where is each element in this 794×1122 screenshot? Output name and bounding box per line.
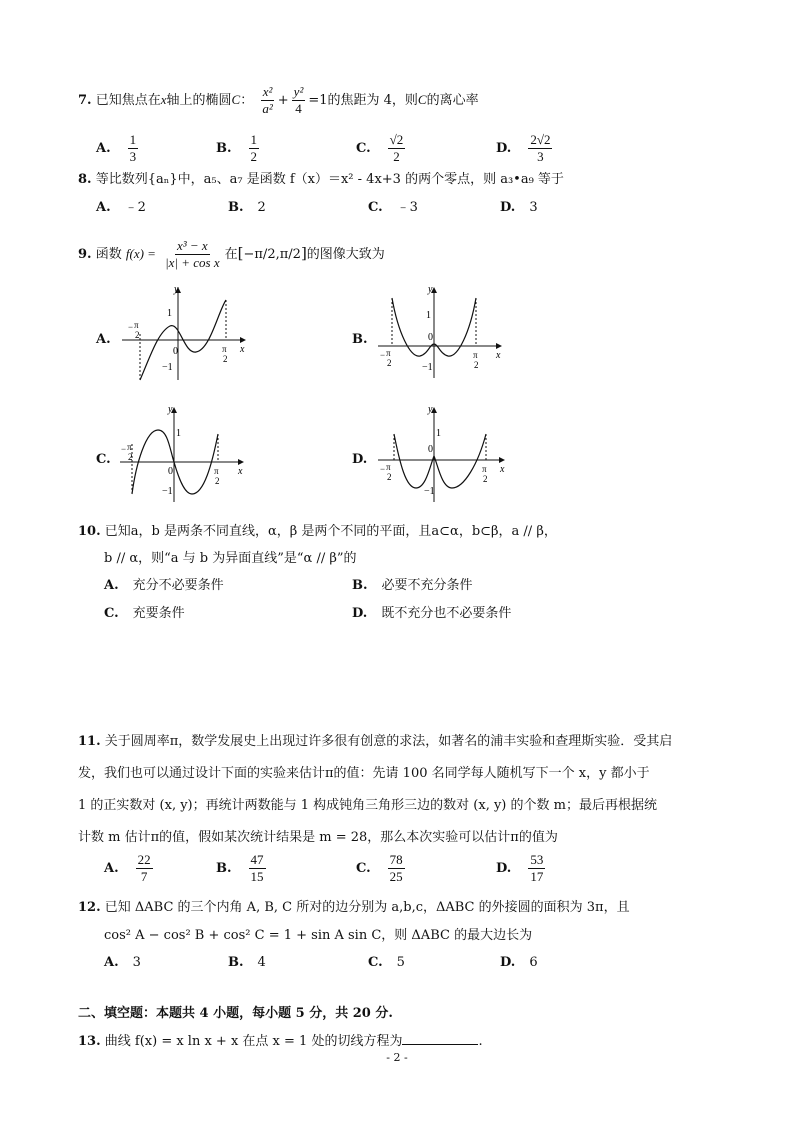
svg-text:x: x: [240, 344, 245, 355]
question-11-line2: 发，我们也可以通过设计下面的实验来估计π的值：先请 100 名同学每人随机写下一个 x，y 都小于: [78, 766, 650, 781]
option-d[interactable]: D. 既不充分也不必要条件: [352, 606, 512, 621]
option-d[interactable]: D. $\frac{2√2}{3}$: [496, 132, 551, 164]
svg-text:x: x: [238, 466, 243, 477]
option-d[interactable]: D. 6: [500, 955, 538, 970]
svg-text:−: −: [380, 464, 386, 474]
svg-text:π: π: [473, 350, 478, 360]
option-b[interactable]: B. 必要不充分条件: [352, 578, 473, 593]
question-12-line2: cos² A − cos² B + cos² C = 1 + sin A sin C，则 ΔABC 的最大边长为: [104, 928, 533, 943]
question-number: 13.: [78, 1034, 101, 1049]
question-text: 已知焦点在: [95, 93, 161, 108]
svg-text:π: π: [127, 442, 132, 452]
svg-text:π: π: [386, 462, 391, 472]
svg-text:−1: −1: [162, 362, 173, 373]
svg-text:−: −: [380, 350, 386, 360]
option-c[interactable]: C. ﹣3: [368, 200, 418, 215]
question-9: 9. 函数 f(x) = $\frac{\text{x³ − x}}{\text{|x| + cos x}}$ 在[−π/2,π/2]的图像大致为: [78, 238, 385, 270]
question-number: 11.: [78, 734, 101, 749]
option-a[interactable]: A. $\frac{22}{7}$: [104, 852, 151, 884]
question-7: 7. 已知焦点在x轴上的椭圆C： $\frac{\text{x²}}{\text{a²}}$ + $\frac{\text{y²}}{4}$ =1的焦距为 4，则C的离心率: [78, 84, 479, 116]
page-number: - 2 -: [386, 1051, 408, 1064]
svg-text:2: 2: [387, 358, 392, 368]
graph-label-d[interactable]: D.: [352, 452, 368, 467]
svg-text:π: π: [134, 320, 139, 330]
svg-text:x: x: [496, 350, 501, 361]
svg-text:y: y: [428, 284, 433, 295]
question-number: 7.: [78, 93, 92, 108]
svg-text:2: 2: [223, 354, 228, 364]
question-text: 等比数列{aₙ}中，a₅、a₇ 是函数 f（x）＝x² - 4x+3 的两个零点，则 a₃•a₉ 等于: [95, 172, 564, 187]
option-b[interactable]: B. $\frac{1}{2}$: [216, 132, 258, 164]
option-c[interactable]: C. 充要条件: [104, 606, 185, 621]
option-a[interactable]: A. $\frac{1}{3}$: [96, 132, 137, 164]
option-c[interactable]: C. $\frac{78}{25}$: [356, 852, 403, 884]
option-c[interactable]: C. 5: [368, 955, 405, 970]
svg-text:−1: −1: [424, 486, 435, 497]
svg-text:0: 0: [173, 346, 178, 357]
svg-text:−1: −1: [422, 362, 433, 373]
option-b[interactable]: B. 2: [228, 200, 266, 215]
graph-label-b[interactable]: B.: [352, 332, 368, 347]
answer-blank[interactable]: [402, 1032, 478, 1045]
option-d[interactable]: D. 3: [500, 200, 538, 215]
question-number: 9.: [78, 247, 92, 262]
svg-text:π: π: [214, 466, 219, 476]
svg-text:x: x: [500, 464, 505, 475]
svg-text:0: 0: [428, 332, 433, 343]
svg-text:2: 2: [474, 360, 479, 370]
question-12: [78, 898, 630, 918]
question-text: 曲线 f(x) = x ln x + x 在点 x = 1 处的切线方程为: [104, 1034, 403, 1049]
option-a[interactable]: A. 3: [104, 955, 141, 970]
svg-text:y: y: [168, 404, 173, 415]
fraction: $\frac{\text{y²}}{4}$: [293, 84, 304, 116]
svg-text:0: 0: [168, 466, 173, 477]
question-11: [78, 732, 672, 752]
svg-text:0: 0: [428, 444, 433, 455]
question-13: 13. 曲线 f(x) = x ln x + x 在点 x = 1 处的切线方程为 .: [78, 1034, 483, 1049]
graph-b: [376, 282, 506, 382]
graph-c: [118, 404, 248, 504]
svg-text:1: 1: [426, 310, 431, 321]
graph-label-c[interactable]: C.: [96, 452, 111, 467]
svg-text:−1: −1: [162, 486, 173, 497]
question-text: 已知a，b 是两条不同直线，α，β 是两个不同的平面，且a⊂α，b⊂β，a // β，: [104, 524, 557, 539]
svg-text:π: π: [482, 464, 487, 474]
svg-text:−: −: [128, 322, 134, 332]
svg-text:π: π: [386, 348, 391, 358]
question-11-line3: 1 的正实数对 (x, y)；再统计两数能与 1 构成钝角三角形三边的数对 (x, y) 的个数 m；最后再根据统: [78, 798, 657, 813]
option-a[interactable]: A. ﹣2: [96, 200, 146, 215]
graph-label-a[interactable]: A.: [96, 332, 111, 347]
question-number: 8.: [78, 172, 92, 187]
question-11-line4: 计数 m 估计π的值，假如某次统计结果是 m = 28，那么本次实验可以估计π的值为: [78, 830, 558, 845]
svg-text:2: 2: [215, 476, 220, 486]
svg-text:y: y: [428, 404, 433, 415]
option-b[interactable]: B. $\frac{47}{15}$: [216, 852, 264, 884]
question-number: 10.: [78, 524, 101, 539]
svg-text:2: 2: [483, 474, 488, 484]
question-8: [78, 170, 564, 190]
question-10-line2: b // α，则“a 与 b 为异面直线”是“α // β”的: [104, 551, 357, 566]
question-text: 已知 ΔABC 的三个内角 A, B, C 所对的边分别为 a,b,c，ΔABC 的外接圆的面积为 3π，且: [104, 900, 630, 915]
question-10: [78, 522, 557, 542]
svg-text:1: 1: [167, 308, 172, 319]
question-number: 12.: [78, 900, 101, 915]
section-heading: 二、填空题：本题共 4 小题，每小题 5 分，共 20 分.: [78, 1006, 393, 1021]
svg-text:y: y: [174, 284, 179, 295]
option-b[interactable]: B. 4: [228, 955, 266, 970]
fraction: $\frac{\text{x²}}{\text{a²}}$: [262, 84, 273, 116]
option-a[interactable]: A. 充分不必要条件: [104, 578, 224, 593]
graph-d: [376, 404, 510, 504]
question-text: 关于圆周率π，数学发展史上出现过许多很有创意的求法，如著名的浦丰实验和查理斯实验．受其启: [104, 734, 673, 749]
fraction: $\frac{\text{x³ − x}}{\text{|x| + cos x}}$: [165, 238, 220, 270]
option-c[interactable]: C. $\frac{√2}{2}$: [356, 132, 404, 164]
svg-text:2: 2: [128, 452, 133, 462]
option-d[interactable]: D. $\frac{53}{17}$: [496, 852, 544, 884]
svg-text:2: 2: [135, 330, 140, 340]
graph-a: [120, 282, 250, 382]
svg-text:2: 2: [387, 472, 392, 482]
svg-text:π: π: [222, 344, 227, 354]
svg-text:1: 1: [176, 428, 181, 439]
svg-text:1: 1: [436, 428, 441, 439]
svg-text:−: −: [121, 444, 127, 454]
